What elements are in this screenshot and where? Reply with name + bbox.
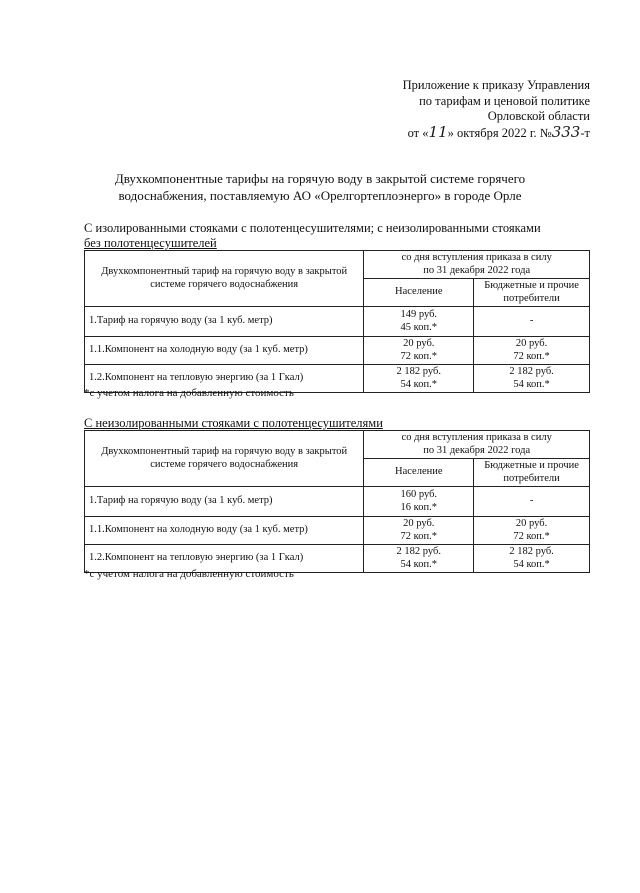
kop-value: 72 коп.* <box>513 530 550 542</box>
row-label: 1.1.Компонент на холодную воду (за 1 куб. метр) <box>85 517 364 545</box>
date-mid: » октября 2022 г. № <box>447 125 552 140</box>
other-value <box>474 545 590 573</box>
population-value <box>364 487 474 517</box>
rub-value: 160 руб. <box>400 489 438 500</box>
table-1-footnote: *с учетом налога на добавленную стоимость <box>84 387 294 399</box>
date-suffix: -т <box>580 125 590 140</box>
section-1-heading-line-1: С изолированными стояками с полотенцесушителями; с неизолированными стояками <box>84 221 541 235</box>
appendix-date-line <box>330 122 590 142</box>
appendix-line-2: по тарифам и ценовой политике <box>419 93 590 108</box>
population-value <box>364 337 474 365</box>
section-1-heading-line-2: без полотенцесушителей <box>84 236 217 250</box>
rub-value: - <box>529 495 534 507</box>
tariff-table-2 <box>84 430 590 573</box>
date-prefix: от « <box>407 125 429 140</box>
title-line-1: Двухкомпонентные тарифы на горячую воду в закрытой системе горячего <box>114 171 526 186</box>
kop-value: 45 коп.* <box>400 321 437 333</box>
document-title <box>60 170 580 204</box>
row-label: 1.Тариф на горячую воду (за 1 куб. метр) <box>85 487 364 517</box>
appendix-header <box>330 78 590 141</box>
kop-value: 54 коп.* <box>513 378 550 390</box>
rub-value: 2 182 руб. <box>396 546 441 557</box>
table-row <box>85 337 590 365</box>
row-label: 1.2.Компонент на тепловую энергию (за 1 Гкал) <box>85 545 364 573</box>
kop-value: 72 коп.* <box>400 350 437 362</box>
kop-value: 72 коп.* <box>400 530 437 542</box>
other-value <box>474 365 590 393</box>
population-value <box>364 307 474 337</box>
table-1-period-header <box>364 251 590 279</box>
rub-value: 2 182 руб. <box>509 546 554 557</box>
population-value <box>364 365 474 393</box>
handwritten-number: 333 <box>551 122 581 141</box>
other-value <box>474 307 590 337</box>
appendix-line-1: Приложение к приказу Управления <box>402 78 590 92</box>
rub-value: 149 руб. <box>400 309 438 320</box>
table-1-label-header: Двухкомпонентный тариф на горячую воду в закрытой системе горячего водоснабжения <box>85 251 364 307</box>
rub-value: - <box>529 315 534 327</box>
section-1-heading <box>84 221 604 251</box>
row-label: 1.2.Компонент на тепловую энергию (за 1 Гкал) <box>85 365 364 393</box>
table-row <box>85 307 590 337</box>
other-value <box>474 517 590 545</box>
other-value <box>474 337 590 365</box>
period-line-1: со дня вступления приказа в силу <box>401 432 552 443</box>
population-value <box>364 517 474 545</box>
table-row <box>85 487 590 517</box>
kop-value: 54 коп.* <box>513 558 550 570</box>
other-value <box>474 487 590 517</box>
kop-value: 54 коп.* <box>400 378 437 390</box>
table-2-label-header: Двухкомпонентный тариф на горячую воду в закрытой системе горячего водоснабжения <box>85 431 364 487</box>
rub-value: 20 руб. <box>515 518 548 529</box>
section-2-heading <box>84 416 604 431</box>
period-line-2: по 31 декабря 2022 года <box>423 264 531 276</box>
table-2-population-header: Население <box>364 459 474 487</box>
kop-value: 16 коп.* <box>400 501 437 513</box>
rub-value: 20 руб. <box>403 338 435 349</box>
section-2-heading-line-1: С неизолированными стояками с полотенцесушителями <box>84 416 383 430</box>
row-label: 1.1.Компонент на холодную воду (за 1 куб. метр) <box>85 337 364 365</box>
title-line-2: водоснабжения, поставляемую АО «Орелгортеплоэнерго» в городе Орле <box>118 188 522 203</box>
handwritten-day: 11 <box>428 122 448 141</box>
period-line-2: по 31 декабря 2022 года <box>423 444 531 456</box>
tariff-table-1 <box>84 250 590 393</box>
row-label: 1.Тариф на горячую воду (за 1 куб. метр) <box>85 307 364 337</box>
table-row <box>85 517 590 545</box>
table-2-other-header: Бюджетные и прочие потребители <box>474 459 590 487</box>
table-1-other-header: Бюджетные и прочие потребители <box>474 279 590 307</box>
rub-value: 20 руб. <box>403 518 435 529</box>
population-value <box>364 545 474 573</box>
kop-value: 72 коп.* <box>513 350 550 362</box>
rub-value: 20 руб. <box>515 338 548 349</box>
table-2-period-header <box>364 431 590 459</box>
rub-value: 2 182 руб. <box>396 366 441 377</box>
kop-value: 54 коп.* <box>400 558 437 570</box>
rub-value: 2 182 руб. <box>509 366 554 377</box>
period-line-1: со дня вступления приказа в силу <box>401 252 552 263</box>
table-1-population-header: Население <box>364 279 474 307</box>
table-2-footnote: *с учетом налога на добавленную стоимость <box>84 568 294 580</box>
appendix-line-3: Орловской области <box>487 109 590 123</box>
